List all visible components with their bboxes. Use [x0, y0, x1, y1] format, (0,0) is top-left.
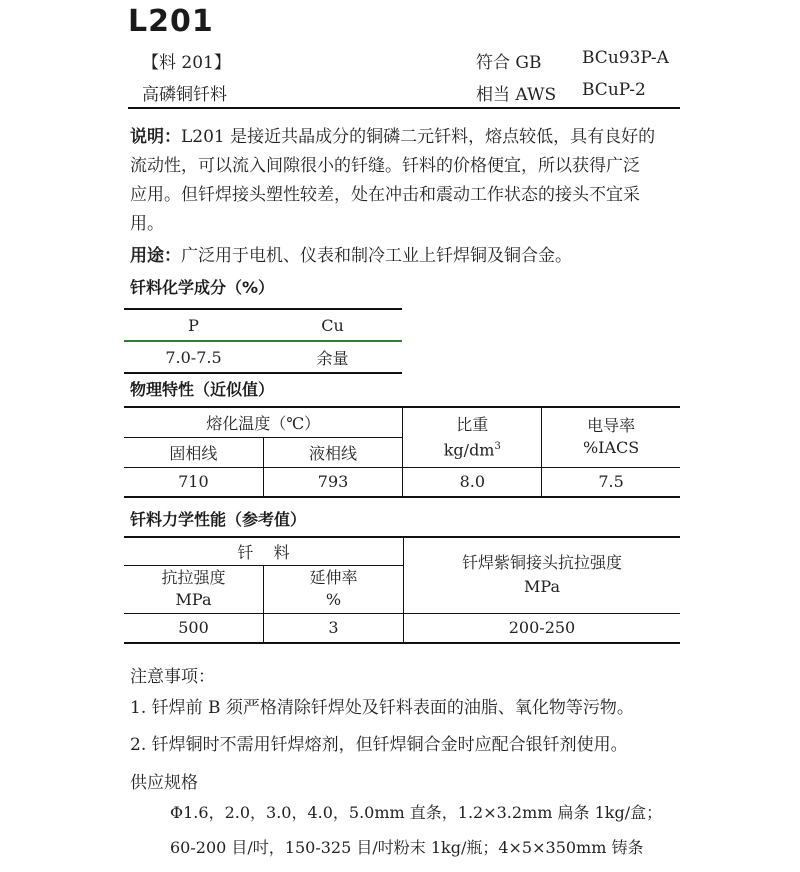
note-item-2: 2. 钎焊铜时不需用钎焊熔剂，但钎焊铜合金时应配合银钎剂使用。 — [130, 735, 628, 755]
joint-value: 200-250 — [508, 618, 576, 638]
note-item-1: 1. 钎焊前 B 须严格清除钎焊处及钎料表面的油脂、氧化物等污物。 — [130, 698, 634, 718]
gb-value: BCu93P-A — [582, 48, 669, 68]
description — [130, 123, 682, 239]
aws-value: BCuP-2 — [582, 80, 646, 100]
page-title: L201 — [128, 4, 214, 39]
conductivity-header: 电导率 %IACS — [582, 416, 640, 458]
description-line-1: L201 是接近共晶成分的铜磷二元钎料，熔点较低，具有良好的 — [181, 127, 656, 147]
mechanical-heading: 钎料力学性能（参考值） — [130, 510, 307, 529]
comp-header-p: P — [188, 315, 199, 335]
density-header: 比重 $kg/dm^3$ — [403, 407, 542, 467]
physical-table — [124, 406, 680, 498]
usage-label: 用途： — [130, 246, 181, 266]
aws-label: 相当 AWS — [476, 85, 557, 105]
description-line-4: 用。 — [130, 214, 164, 234]
tensile-header: 抗拉强度 MPa — [124, 565, 264, 613]
density-value: 8.0 — [403, 467, 542, 497]
comp-value-cu: 余量 — [316, 348, 349, 368]
composition-bottom-rule — [124, 372, 402, 374]
usage-text: 广泛用于电机、仪表和制冷工业上钎焊铜及铜合金。 — [181, 246, 572, 266]
header-rule — [128, 107, 680, 109]
liquidus-header: 液相线 — [263, 437, 403, 467]
filler-header: 钎 料 — [124, 537, 404, 565]
mechanical-table — [124, 536, 680, 644]
supply-line-2: 60-200 目/吋，150-325 目/吋粉末 1kg/瓶；4×5×350mm 铸条 — [170, 838, 644, 857]
liquidus-value: 793 — [263, 467, 403, 497]
physical-heading: 物理特性（近似值） — [130, 380, 275, 399]
gb-label: 符合 GB — [476, 53, 542, 73]
description-line-3: 应用。但钎焊接头塑性较差，处在冲击和震动工作状态的接头不宜采 — [130, 185, 640, 205]
tensile-value: 500 — [124, 613, 264, 643]
joint-header: 钎焊紫铜接头抗拉强度 MPa — [461, 553, 622, 597]
product-code: 【料 201】 — [142, 53, 231, 73]
conductivity-value: 7.5 — [598, 472, 624, 492]
solidus-value: 710 — [124, 467, 263, 497]
supply-line-1: Φ1.6，2.0，3.0，4.0，5.0mm 直条，1.2×3.2mm 扁条 1kg/盒； — [170, 803, 663, 822]
supply-heading: 供应规格 — [130, 773, 198, 793]
elongation-value: 3 — [264, 613, 404, 643]
elongation-header: 延伸率 % — [264, 565, 404, 613]
usage — [130, 242, 682, 271]
composition-heading: 钎料化学成分（%） — [130, 278, 275, 297]
notes-heading: 注意事项： — [130, 667, 215, 687]
comp-value-p: 7.0-7.5 — [165, 347, 222, 367]
solidus-header: 固相线 — [124, 437, 263, 467]
description-label: 说明： — [130, 127, 181, 147]
composition-table — [124, 308, 402, 374]
product-name: 高磷铜钎料 — [142, 85, 227, 105]
description-line-2: 流动性，可以流入间隙很小的钎缝。钎料的价格便宜，所以获得广泛 — [130, 156, 640, 176]
comp-header-cu: Cu — [321, 315, 344, 335]
melting-header: 熔化温度（℃） — [124, 407, 403, 437]
